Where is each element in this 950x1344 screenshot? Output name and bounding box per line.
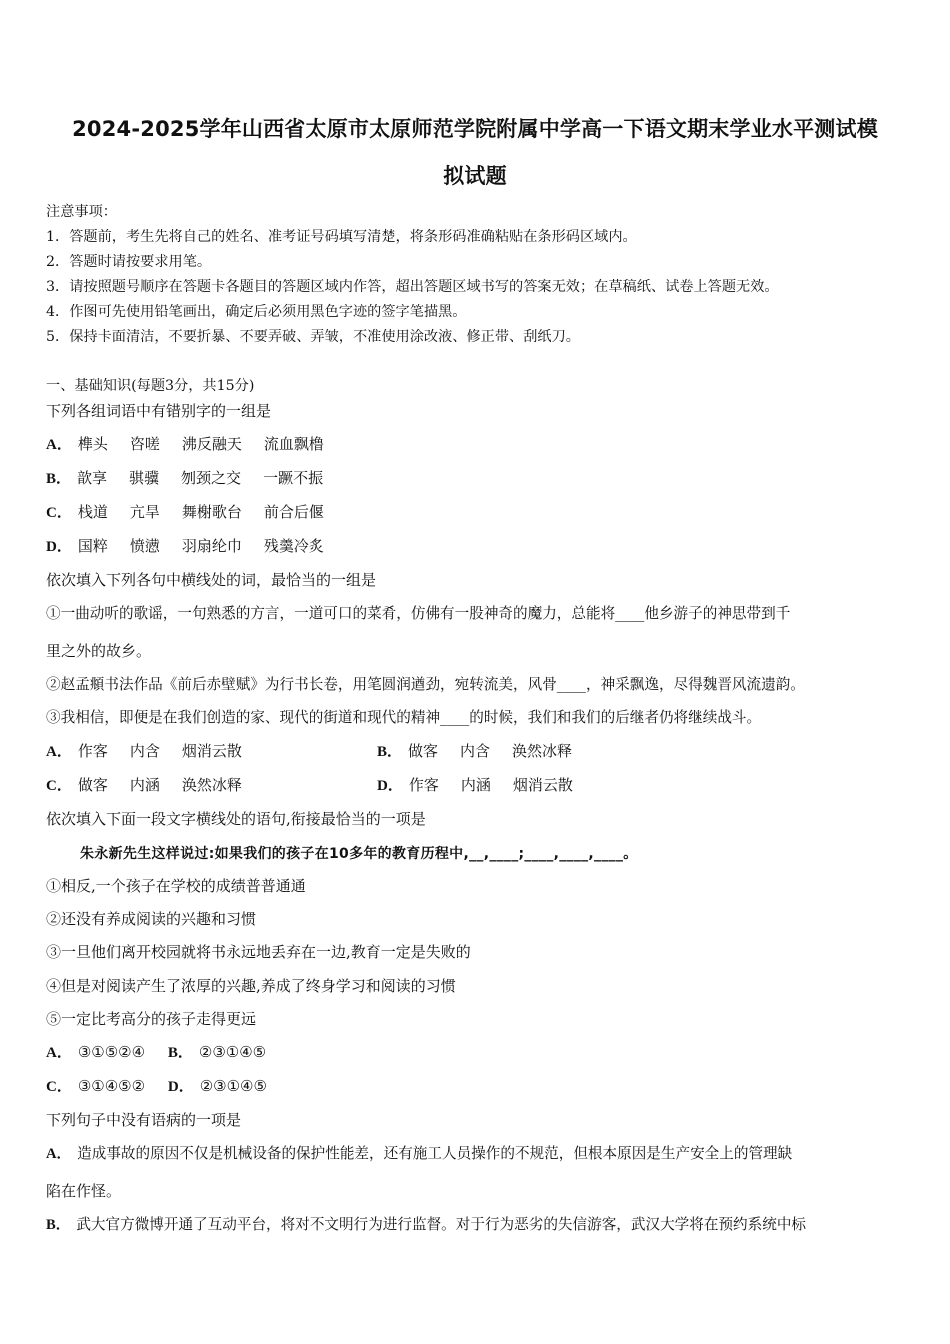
question-2-stem: 依次填入下列各句中横线处的词，最恰当的一组是 [46,571,377,589]
option-label: A． [46,1146,72,1162]
question-3-stem: 依次填入下面一段文字横线处的语句,衔接最恰当的一项是 [46,810,426,828]
q4-option-a: A． 造成事故的原因不仅是机械设备的保护性能差，还有施工人员操作的不规范，但根本原因是生产安全上的管理缺 [46,1145,793,1162]
option-label: D． [377,778,403,794]
q1-option-c: C． 栈道 亢旱 舞榭歌台 前合后偃 [46,503,324,521]
option-label: A． [46,437,72,453]
option-label: C． [46,778,72,794]
q3-item: ③一旦他们离开校园就将书永远地丢弃在一边,教育一定是失败的 [46,943,471,961]
option-label: C． [46,1079,72,1095]
q2-option-b: B． 做客 内含 涣然冰释 [377,742,573,760]
option-label: B． [377,744,403,760]
q2-sentence-1-cont: 里之外的故乡。 [46,642,152,660]
q1-option-b: B． 歆享 骐骥 刎颈之交 一蹶不振 [46,469,324,487]
question-4-stem: 下列句子中没有语病的一项是 [46,1111,242,1129]
q3-option-c: C． ③①④⑤② D． ②③①④⑤ [46,1077,267,1095]
q1-option-d: D． 国粹 愤懑 羽扇纶巾 残羹冷炙 [46,537,324,555]
section-heading: 一、基础知识(每题3分，共15分) [46,378,255,394]
option-label: A． [46,744,72,760]
notice-item: 5．保持卡面清洁，不要折暴、不要弄破、弄皱，不准使用涂改液、修正带、刮纸刀。 [46,329,580,345]
exam-title-line1: 2024-2025学年山西省太原市太原师范学院附属中学高一下语文期末学业水平测试模 [72,117,878,141]
q4-option-a-cont: 陷在作怪。 [46,1182,122,1200]
q3-quote: 朱永新先生这样说过:如果我们的孩子在10多年的教育历程中,__,____;____,____,____。 [80,846,638,862]
option-label: B． [46,1217,71,1233]
q1-option-a: A． 榫头 咨嗟 沸反融天 流血飘橹 [46,435,324,453]
q3-item: ⑤一定比考高分的孩子走得更远 [46,1010,257,1028]
notice-item: 4．作图可先使用铅笔画出，确定后必须用黑色字迹的签字笔描黑。 [46,304,467,320]
q4-option-b: B． 武大官方微博开通了互动平台，将对不文明行为进行监督。对于行为恶劣的失信游客，武汉大学将在预约系统中标 [46,1216,807,1233]
notice-heading: 注意事项： [46,204,117,220]
notice-item: 1．答题前，考生先将自己的姓名、准考证号码填写清楚，将条形码准确粘贴在条形码区域内。 [46,229,637,245]
notice-item: 3．请按照题号顺序在答题卡各题目的答题区域内作答，超出答题区域书写的答案无效；在草稿纸、试卷上答题无效。 [46,279,779,295]
q3-item: ④但是对阅读产生了浓厚的兴趣,养成了终身学习和阅读的习惯 [46,977,456,995]
option-label: B． [167,1045,193,1061]
q2-sentence-2: ②赵孟頫书法作品《前后赤壁赋》为行书长卷，用笔圆润遒劲，宛转流美，风骨____，神采飘逸，尽得魏晋风流遗韵。 [46,676,805,693]
option-label: D． [167,1079,194,1095]
option-label: D． [46,539,72,555]
exam-title-line2: 拟试题 [443,164,507,188]
q2-option-c: C． 做客 内涵 涣然冰释 [46,776,242,794]
q2-sentence-1: ①一曲动听的歌谣，一句熟悉的方言，一道可口的菜肴，仿佛有一股神奇的魔力，总能将____他乡游子的神思带到千 [46,605,791,622]
q2-option-a: A． 作客 内含 烟消云散 [46,742,242,760]
question-1-stem: 下列各组词语中有错别字的一组是 [46,402,272,420]
option-label: A． [46,1045,72,1061]
q2-sentence-3: ③我相信，即便是在我们创造的家、现代的街道和现代的精神____的时候，我们和我们的后继者仍将继续战斗。 [46,709,762,726]
q3-option-a: A． ③①⑤②④ B． ②③①④⑤ [46,1043,267,1061]
q3-item: ①相反,一个孩子在学校的成绩普普通通 [46,877,306,895]
q3-item: ②还没有养成阅读的兴趣和习惯 [46,910,257,928]
option-label: C． [46,505,72,521]
option-label: B． [46,471,72,487]
q2-option-d: D． 作客 内涵 烟消云散 [377,776,573,794]
notice-item: 2．答题时请按要求用笔。 [46,254,212,270]
